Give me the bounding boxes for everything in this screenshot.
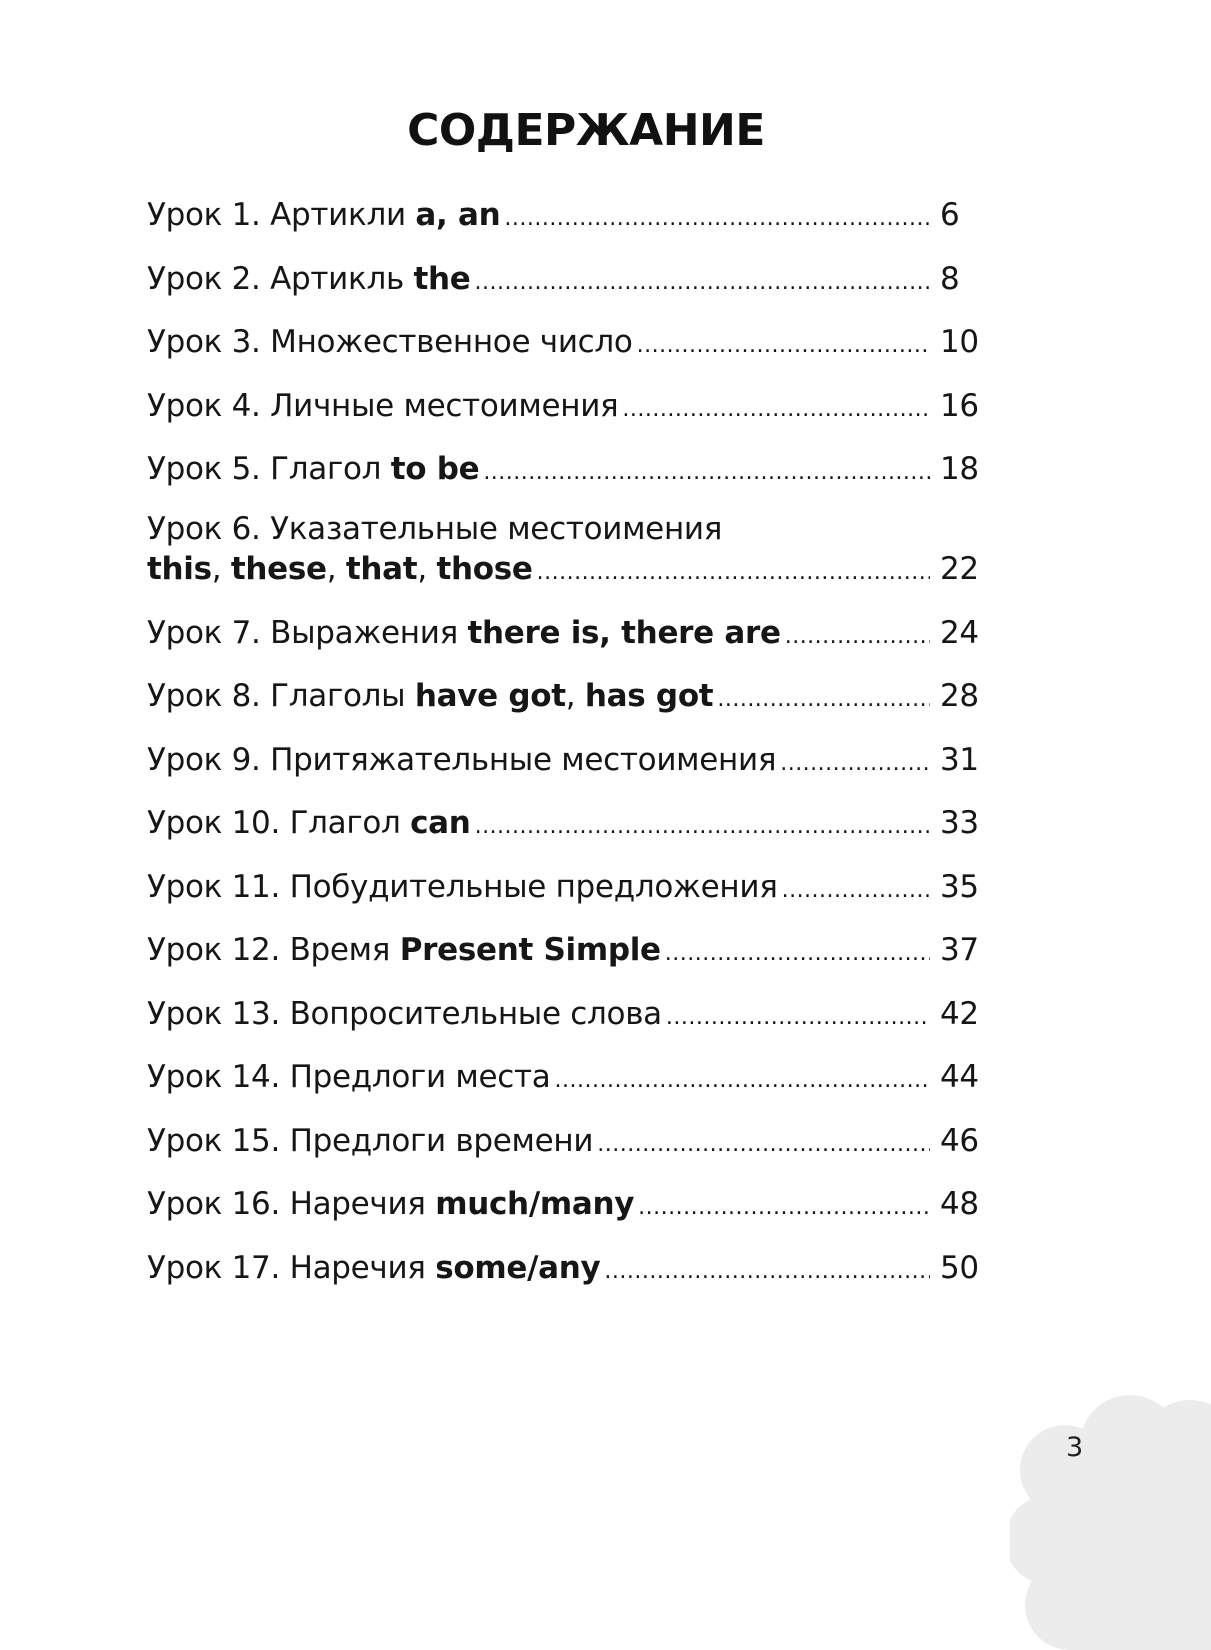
toc-entry-page: 22 — [940, 550, 979, 587]
toc-entry-11[interactable] — [147, 859, 992, 923]
toc-entry-term: some/any — [435, 1249, 601, 1286]
dot-leader — [637, 333, 930, 358]
toc-entry-page: 24 — [940, 614, 979, 651]
toc-entry-label: Урок 9. Притяжательные местоимения — [147, 741, 777, 778]
toc-entry-14[interactable] — [147, 1049, 992, 1113]
toc-entry-term: a, an — [415, 197, 501, 233]
toc-entry-1[interactable] — [147, 187, 992, 251]
toc-entry-label: Урок 12. Время — [147, 932, 400, 968]
dot-leader — [782, 878, 930, 903]
dot-leader — [475, 814, 930, 839]
toc-entry-7[interactable] — [147, 605, 992, 669]
toc-entry-label: Урок 3. Множественное число — [147, 324, 633, 360]
toc-entry-page: 42 — [940, 995, 979, 1032]
toc-entry-term: have got — [414, 678, 566, 714]
toc-entry-page: 31 — [940, 741, 979, 778]
toc-entry-page: 16 — [940, 387, 979, 424]
toc-entry-term: this — [147, 550, 212, 587]
toc-entry-page: 44 — [940, 1059, 979, 1095]
toc-entry-3[interactable] — [147, 314, 992, 378]
toc-entry-2[interactable] — [147, 251, 992, 315]
toc-entry-label: Урок 2. Артикль — [147, 260, 414, 297]
toc-entry-term: has got — [584, 678, 714, 714]
dot-leader — [475, 270, 930, 295]
dot-leader — [504, 206, 930, 231]
toc-entry-page: 33 — [940, 805, 979, 841]
toc-entry-page: 35 — [940, 868, 979, 905]
toc-entry-9[interactable] — [147, 732, 992, 796]
toc-entry-page: 48 — [940, 1186, 979, 1222]
toc-entry-term: those — [436, 550, 533, 587]
toc-entry-separator: , — [565, 678, 585, 714]
toc-entry-separator: , — [211, 550, 231, 587]
toc-entry-term: can — [410, 805, 471, 841]
toc-entry-17[interactable] — [147, 1240, 992, 1304]
toc-entry-page: 18 — [940, 451, 979, 487]
toc-entry-separator: , — [417, 550, 437, 587]
toc-entry-term: the — [413, 260, 471, 297]
dot-leader — [665, 941, 930, 966]
dot-leader — [638, 1195, 930, 1220]
toc-entry-term: these — [230, 550, 327, 587]
toc-entry-label: Урок 16. Наречия — [147, 1186, 436, 1222]
toc-entry-label: Урок 15. Предлоги времени — [147, 1122, 594, 1159]
toc-entry-4[interactable] — [147, 378, 992, 442]
dot-leader — [785, 624, 930, 649]
toc-entry-page: 6 — [940, 197, 960, 233]
toc-entry-term: that — [345, 550, 418, 587]
toc-entry-15[interactable] — [147, 1113, 992, 1177]
toc-entry-12[interactable] — [147, 922, 992, 986]
toc-entry-label: Урок 14. Предлоги места — [147, 1059, 551, 1095]
toc-entry-label: Урок 13. Вопросительные слова — [147, 995, 662, 1032]
toc-entry-label: Урок 6. Указательные местоимения — [147, 510, 723, 547]
toc-entry-label: Урок 5. Глагол — [147, 451, 391, 487]
toc-entry-page: 10 — [940, 324, 979, 360]
toc-entry-label: Урок 1. Артикли — [147, 197, 416, 233]
page-number: 3 — [1066, 1432, 1084, 1463]
dot-leader — [666, 1005, 930, 1030]
toc-entry-term: much/many — [435, 1186, 635, 1222]
toc-entry-label: Урок 8. Глаголы — [147, 678, 415, 714]
toc-entry-page: 37 — [940, 932, 979, 968]
table-of-contents — [147, 187, 992, 1303]
toc-entry-16[interactable] — [147, 1176, 992, 1240]
toc-entry-term: there is, there are — [467, 614, 781, 651]
dot-leader — [780, 751, 930, 776]
page-title: СОДЕРЖАНИЕ — [407, 105, 765, 156]
toc-entry-page: 46 — [940, 1122, 979, 1159]
dot-leader — [717, 687, 930, 712]
dot-leader — [604, 1259, 930, 1284]
toc-entry-13[interactable] — [147, 986, 992, 1050]
toc-entry-term: Present Simple — [399, 932, 661, 968]
toc-entry-term: to be — [390, 451, 480, 487]
toc-entry-6[interactable] — [147, 505, 992, 605]
toc-entry-label: Урок 17. Наречия — [147, 1249, 436, 1286]
dot-leader — [537, 560, 930, 585]
toc-entry-page: 50 — [940, 1249, 979, 1286]
toc-entry-separator: , — [326, 550, 346, 587]
toc-entry-10[interactable] — [147, 795, 992, 859]
dot-leader — [597, 1132, 930, 1157]
toc-entry-label: Урок 7. Выражения — [147, 614, 468, 651]
dot-leader — [622, 397, 930, 422]
toc-entry-page: 28 — [940, 678, 979, 714]
toc-entry-label: Урок 11. Побудительные предложения — [147, 868, 778, 905]
toc-entry-5[interactable] — [147, 441, 992, 505]
dot-leader — [555, 1068, 931, 1093]
dot-leader — [483, 460, 930, 485]
toc-entry-page: 8 — [940, 260, 960, 297]
toc-entry-label: Урок 10. Глагол — [147, 805, 411, 841]
toc-entry-label: Урок 4. Личные местоимения — [147, 387, 619, 424]
cloud-corner-decoration — [1010, 1390, 1211, 1650]
toc-entry-8[interactable] — [147, 668, 992, 732]
